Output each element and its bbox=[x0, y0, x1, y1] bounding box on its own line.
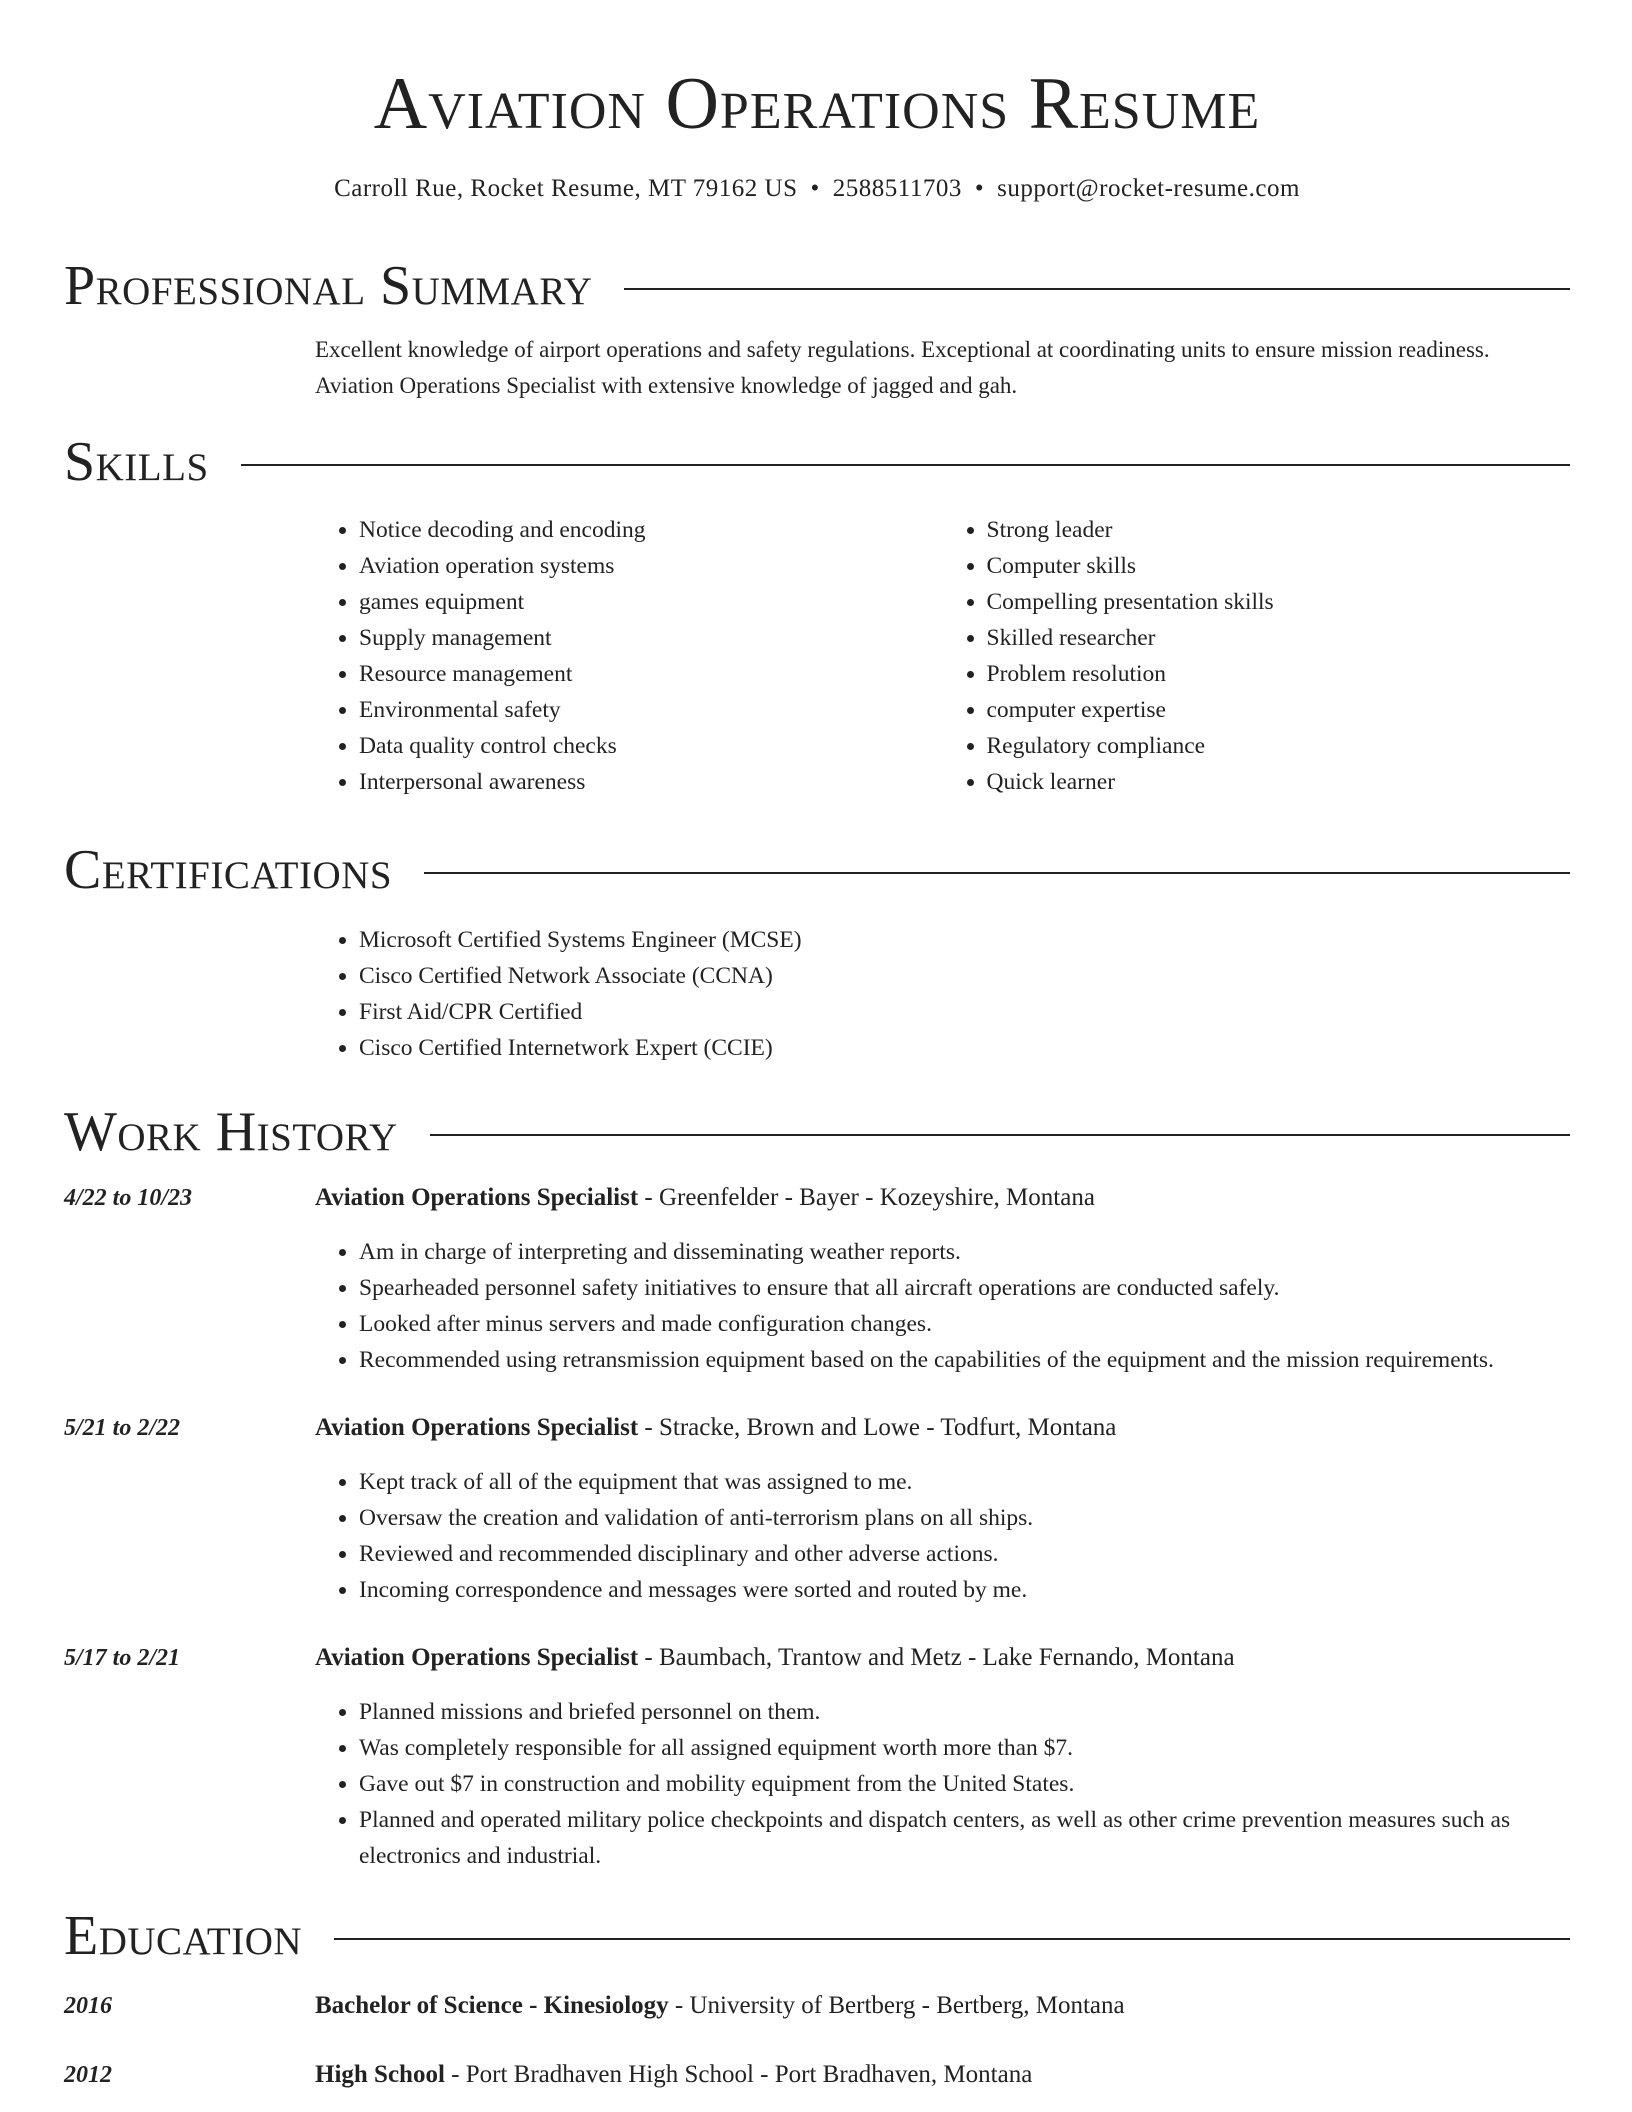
education-degree: Bachelor of Science - Kinesiology bbox=[315, 1992, 669, 2019]
section-divider bbox=[241, 464, 1570, 466]
skill-item: • Environmental safety bbox=[359, 692, 943, 728]
skill-item: • Notice decoding and encoding bbox=[359, 512, 943, 548]
skill-item: • Interpersonal awareness bbox=[359, 764, 943, 800]
job-employer: - Baumbach, Trantow and Metz - Lake Fernando, Montana bbox=[638, 1644, 1235, 1671]
job-duty: • Gave out $7 in construction and mobility equipment from the United States. bbox=[359, 1766, 1570, 1802]
skill-item: • games equipment bbox=[359, 584, 943, 620]
section-divider bbox=[424, 872, 1570, 874]
certification-item: • Cisco Certified Network Associate (CCNA) bbox=[359, 958, 1570, 994]
contact-separator: • bbox=[974, 175, 985, 202]
skill-item: • Compelling presentation skills bbox=[987, 584, 1571, 620]
job-duty: • Reviewed and recommended disciplinary and other adverse actions. bbox=[359, 1536, 1570, 1572]
certifications-body bbox=[315, 922, 1570, 1066]
certifications-section bbox=[64, 838, 1570, 1066]
job-duty: • Incoming correspondence and messages were sorted and routed by me. bbox=[359, 1572, 1570, 1608]
summary-section bbox=[64, 254, 1570, 404]
skills-columns bbox=[315, 512, 1570, 800]
section-heading: Skills bbox=[64, 431, 209, 493]
skill-item: • computer expertise bbox=[987, 692, 1571, 728]
skill-item: • Resource management bbox=[359, 656, 943, 692]
education-year: 2016 bbox=[64, 1993, 112, 2019]
job-title: Aviation Operations Specialist bbox=[315, 1184, 639, 1211]
certifications-list bbox=[315, 922, 1570, 1066]
section-header bbox=[64, 430, 1570, 494]
job-entry bbox=[64, 1180, 1570, 1378]
job-employer: - Greenfelder - Bayer - Kozeyshire, Montana bbox=[638, 1184, 1095, 1211]
contact-address: Carroll Rue, Rocket Resume, MT 79162 US bbox=[334, 175, 798, 202]
certification-item: • Cisco Certified Internetwork Expert (CCIE) bbox=[359, 1030, 1570, 1066]
certification-item: • First Aid/CPR Certified bbox=[359, 994, 1570, 1030]
contact-line bbox=[64, 172, 1570, 206]
section-divider bbox=[624, 288, 1570, 290]
job-duty: • Oversaw the creation and validation of anti-terrorism plans on all ships. bbox=[359, 1500, 1570, 1536]
job-dates: 4/22 to 10/23 bbox=[64, 1185, 193, 1211]
section-divider bbox=[334, 1938, 1570, 1940]
job-duties bbox=[315, 1234, 1570, 1378]
job-duty: • Spearheaded personnel safety initiatives to ensure that all aircraft operations are conducted safely. bbox=[359, 1270, 1570, 1306]
section-divider bbox=[430, 1134, 1570, 1136]
resume-title: Aviation Operations Resume bbox=[373, 63, 1261, 145]
section-header bbox=[64, 838, 1570, 902]
skill-item: • Skilled researcher bbox=[987, 620, 1571, 656]
section-heading: Education bbox=[64, 1905, 303, 1967]
skill-item: • Regulatory compliance bbox=[987, 728, 1571, 764]
job-dates: 5/21 to 2/22 bbox=[64, 1415, 181, 1441]
job-duty: • Looked after minus servers and made configuration changes. bbox=[359, 1306, 1570, 1342]
job-entry bbox=[64, 1410, 1570, 1608]
job-duties bbox=[315, 1694, 1570, 1874]
education-degree: High School bbox=[315, 2061, 445, 2088]
skills-list-right bbox=[943, 512, 1571, 800]
section-heading: Work History bbox=[64, 1101, 398, 1163]
job-duty: • Kept track of all of the equipment that was assigned to me. bbox=[359, 1464, 1570, 1500]
section-header bbox=[64, 254, 1570, 318]
resume-page bbox=[64, 0, 1570, 2093]
skill-item: • Computer skills bbox=[987, 548, 1571, 584]
job-header bbox=[64, 1640, 1570, 1676]
section-heading: Professional Summary bbox=[64, 255, 593, 317]
job-duty: • Am in charge of interpreting and disseminating weather reports. bbox=[359, 1234, 1570, 1270]
job-header bbox=[64, 1410, 1570, 1446]
summary-body bbox=[315, 332, 1570, 404]
job-dates: 5/17 to 2/21 bbox=[64, 1645, 181, 1671]
education-school: - Port Bradhaven High School - Port Bradhaven, Montana bbox=[444, 2061, 1033, 2088]
job-employer: - Stracke, Brown and Lowe - Todfurt, Montana bbox=[638, 1414, 1117, 1441]
job-heading bbox=[315, 1180, 1095, 1216]
job-title: Aviation Operations Specialist bbox=[315, 1644, 639, 1671]
education-entry bbox=[64, 2057, 1570, 2093]
skill-item: • Quick learner bbox=[987, 764, 1571, 800]
job-duty: • Recommended using retransmission equipment based on the capabilities of the equipment and the mission requirements. bbox=[359, 1342, 1570, 1378]
education-school: - University of Bertberg - Bertberg, Montana bbox=[668, 1992, 1125, 2019]
job-header bbox=[64, 1180, 1570, 1216]
education-section bbox=[64, 1904, 1570, 2093]
education-year: 2012 bbox=[64, 2062, 112, 2088]
skill-item: • Supply management bbox=[359, 620, 943, 656]
job-heading bbox=[315, 1640, 1235, 1676]
section-header bbox=[64, 1904, 1570, 1968]
job-entry bbox=[64, 1640, 1570, 1874]
contact-phone: 2588511703 bbox=[832, 175, 962, 202]
education-heading bbox=[315, 2057, 1032, 2093]
education-entry bbox=[64, 1988, 1570, 2024]
contact-separator: • bbox=[810, 175, 820, 202]
job-duty: • Was completely responsible for all assigned equipment worth more than $7. bbox=[359, 1730, 1570, 1766]
skills-list-left bbox=[315, 512, 943, 800]
summary-text: Excellent knowledge of airport operations and safety regulations. Exceptional at coordinating units to ensure mission readiness. Aviation Operations Specialist with extensive knowledge of jagged and gah. bbox=[315, 337, 1490, 398]
skill-item: • Data quality control checks bbox=[359, 728, 943, 764]
skill-item: • Problem resolution bbox=[987, 656, 1571, 692]
section-heading: Certifications bbox=[64, 839, 393, 901]
education-heading bbox=[315, 1988, 1125, 2024]
job-heading bbox=[315, 1410, 1116, 1446]
skill-item: • Strong leader bbox=[987, 512, 1571, 548]
job-duties bbox=[315, 1464, 1570, 1608]
job-duty: • Planned and operated military police checkpoints and dispatch centers, as well as other crime prevention measures such as electronics and industrial. bbox=[359, 1802, 1570, 1874]
work-history-section bbox=[64, 1100, 1570, 1874]
certification-item: • Microsoft Certified Systems Engineer (MCSE) bbox=[359, 922, 1570, 958]
section-header bbox=[64, 1100, 1570, 1164]
skills-section bbox=[64, 430, 1570, 800]
contact-email: support@rocket-resume.com bbox=[997, 175, 1300, 202]
job-duty: • Planned missions and briefed personnel on them. bbox=[359, 1694, 1570, 1730]
skill-item: • Aviation operation systems bbox=[359, 548, 943, 584]
job-title: Aviation Operations Specialist bbox=[315, 1414, 639, 1441]
